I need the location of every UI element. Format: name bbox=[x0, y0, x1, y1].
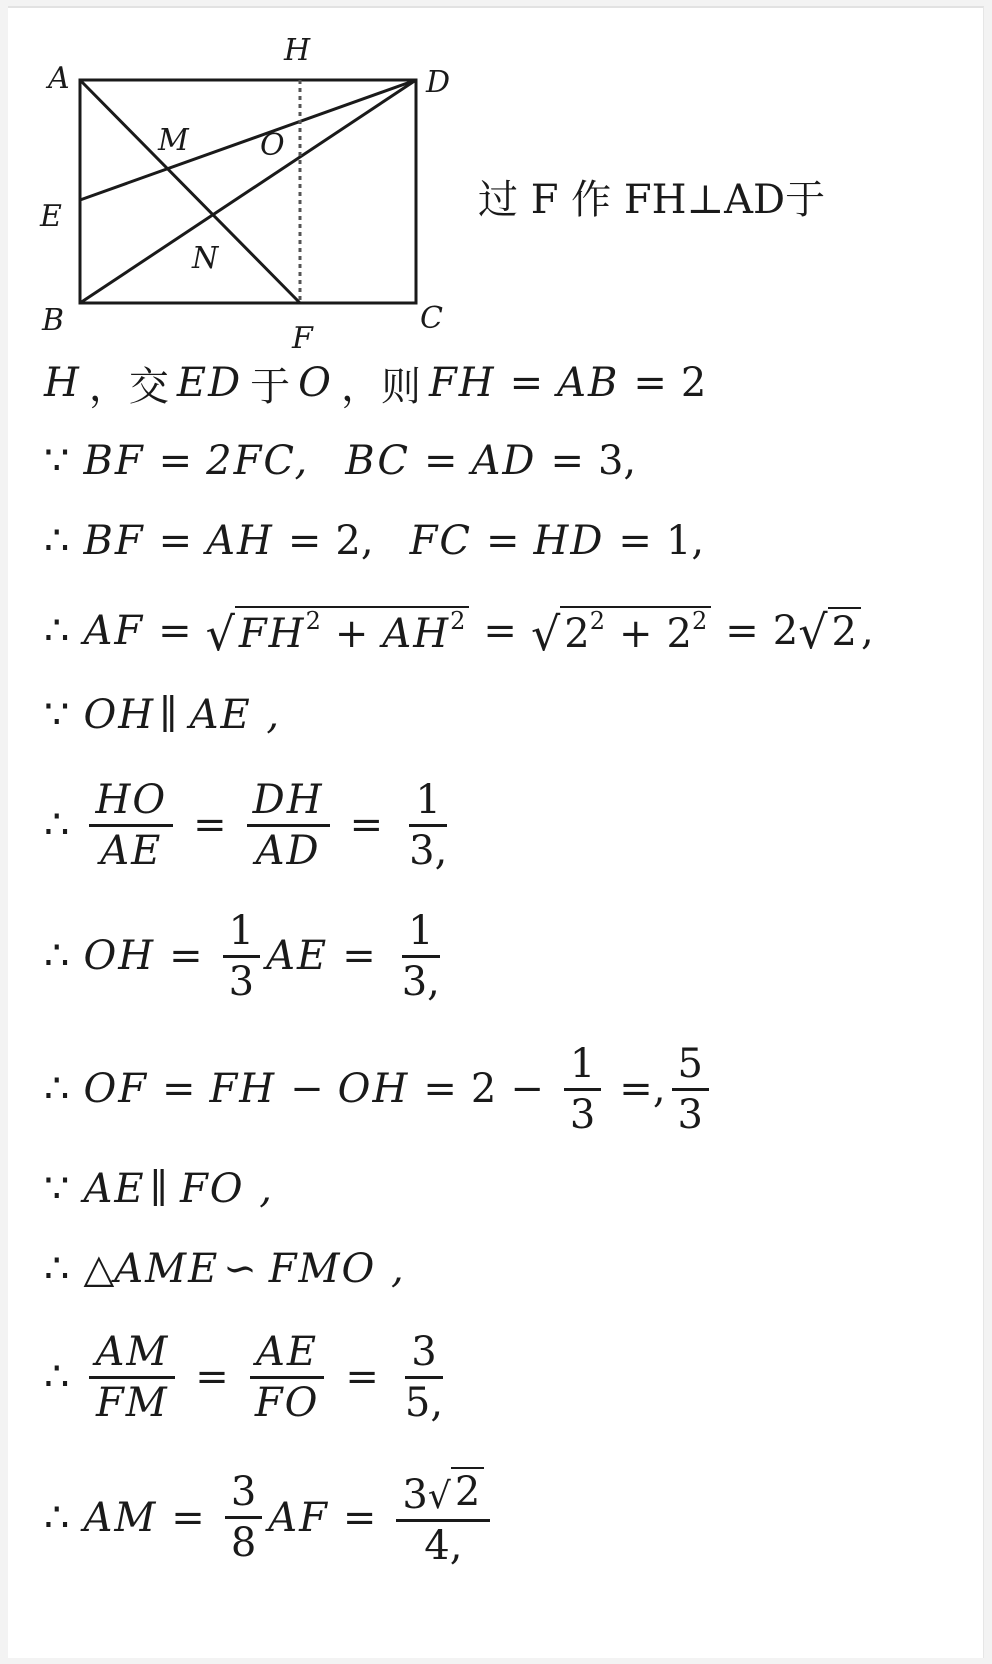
line-2: ∵ BF = 2FC, BC = AD = 3, bbox=[44, 438, 637, 484]
line-3: ∴ BF = AH = 2, FC = HD = 1, bbox=[44, 518, 705, 564]
line-10: ∴ △ AME ∽ FMO , bbox=[44, 1246, 406, 1292]
label-n: N bbox=[192, 241, 219, 276]
label-b: B bbox=[42, 303, 65, 338]
figure-caption: 过 F 作 FH⊥AD于 bbox=[478, 177, 826, 223]
radical-1: √ $FH^2 + AH^2$ bbox=[206, 606, 470, 657]
line-12: ∴ AM = $\frac{3}{8}$ AF = 3 √ 2 4, bbox=[44, 1460, 496, 1575]
line-1: H ，交 ED 于 O ，则 FH = AB = 2 bbox=[44, 360, 707, 410]
line-11: ∴ $\frac{AM}{FM}$ = $\frac{AE}{FO}$ = $\frac{3}{5,}$ bbox=[44, 1328, 444, 1426]
line-5: ∵ OH ∥ AE , bbox=[44, 692, 282, 738]
label-m: M bbox=[158, 123, 189, 158]
label-f: F bbox=[292, 321, 313, 356]
line-9: ∵ AE ∥ FO , bbox=[44, 1166, 275, 1212]
rectangle-geometry-figure bbox=[30, 30, 490, 370]
solution-card bbox=[8, 6, 984, 1658]
label-h: H bbox=[284, 33, 311, 68]
segment-bd bbox=[80, 80, 416, 303]
radical-3: √ 2 bbox=[798, 607, 861, 655]
radical-2: √ $2^2 + 2^2$ bbox=[531, 606, 711, 657]
line-4: ∴ AF = √ $FH^2 + AH^2$ = √ $2^2 + 2^2$ = 2 √ 2 , bbox=[44, 605, 874, 661]
segment-ed bbox=[80, 80, 416, 200]
line-8: ∴ OF = FH − OH = 2 − $\frac{1}{3}$ =, $\frac{5}{3}$ bbox=[44, 1034, 715, 1144]
diagonal-ac bbox=[80, 80, 300, 303]
label-o: O bbox=[260, 128, 285, 163]
line-7: ∴ OH = $\frac{1}{3}$ AE = $\frac{1}{3,}$ bbox=[44, 907, 440, 1005]
label-c: C bbox=[420, 301, 443, 336]
label-a: A bbox=[48, 61, 70, 96]
label-d: D bbox=[426, 65, 451, 100]
label-e: E bbox=[40, 199, 62, 234]
line-6: ∴ $\frac{HO}{AE}$ = $\frac{DH}{AD}$ = $\frac{1}{3,}$ bbox=[44, 776, 448, 874]
